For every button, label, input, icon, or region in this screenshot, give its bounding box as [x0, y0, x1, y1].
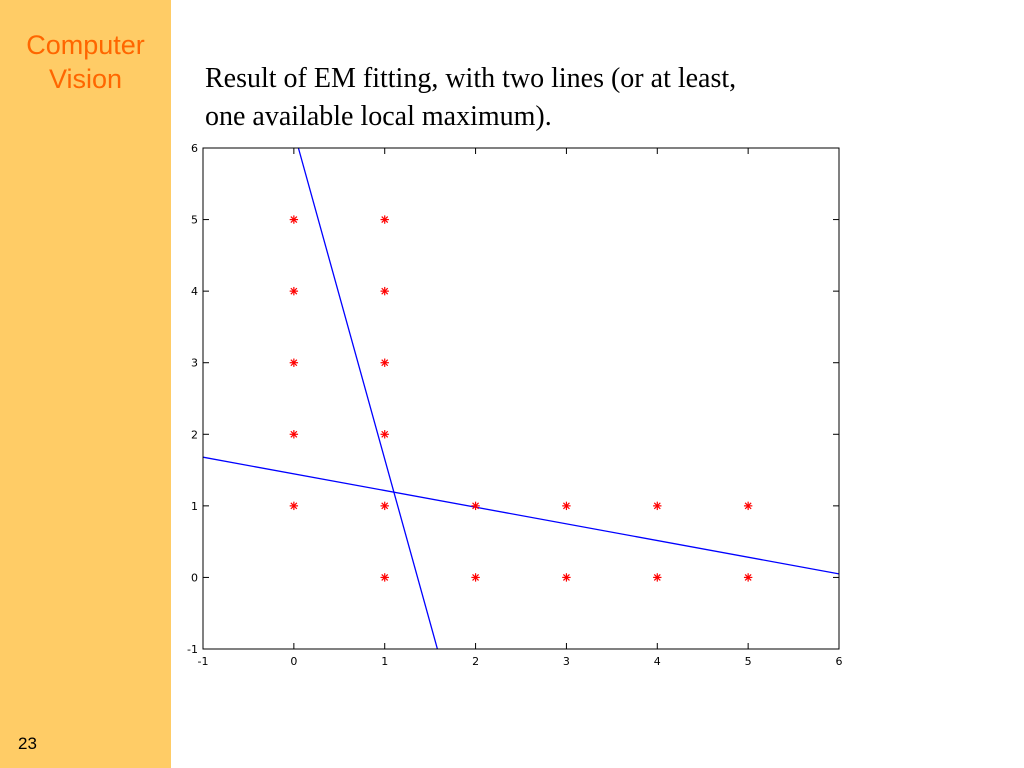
data-point [653, 573, 661, 581]
plot-frame [203, 148, 839, 649]
data-point [290, 287, 298, 295]
data-point [290, 502, 298, 510]
y-tick-label: -1 [187, 643, 198, 656]
y-tick-label: 5 [191, 213, 198, 227]
data-point [290, 359, 298, 367]
data-point [290, 430, 298, 438]
x-tick-label: 2 [472, 655, 480, 668]
course-title-line-2: Vision [48, 64, 123, 94]
fitted-line-1 [298, 148, 437, 649]
data-point [471, 573, 479, 581]
x-tick-label: 6 [835, 655, 843, 668]
x-tick-label: 5 [744, 655, 752, 668]
data-point [744, 573, 752, 581]
y-tick-label: 0 [191, 571, 198, 585]
x-tick-label: 1 [381, 655, 389, 668]
data-point [381, 430, 389, 438]
slide-number: 23 [18, 734, 37, 753]
x-tick-label: 4 [653, 655, 661, 668]
data-point [381, 359, 389, 367]
data-point [290, 215, 298, 223]
data-point [381, 573, 389, 581]
data-point [744, 502, 752, 510]
slide-heading-line-1: Result of EM fitting, with two lines (or at least, [205, 63, 737, 94]
data-point [653, 502, 661, 510]
data-point [381, 287, 389, 295]
slide-heading-line-2: one available local maximum). [205, 101, 552, 132]
y-tick-label: 1 [191, 499, 198, 513]
fitted-line-2 [203, 457, 839, 574]
x-tick-label: 0 [290, 655, 298, 668]
data-point [562, 573, 570, 581]
y-tick-label: 3 [191, 356, 198, 370]
y-tick-label: 6 [191, 142, 198, 155]
y-tick-label: 2 [191, 428, 198, 442]
data-point [562, 502, 570, 510]
y-tick-label: 4 [191, 285, 198, 299]
course-title-line-1: Computer [26, 30, 145, 60]
data-point [381, 215, 389, 223]
x-tick-label: -1 [197, 655, 209, 668]
data-point [381, 502, 389, 510]
data-point [471, 502, 479, 510]
x-tick-label: 3 [562, 655, 570, 668]
